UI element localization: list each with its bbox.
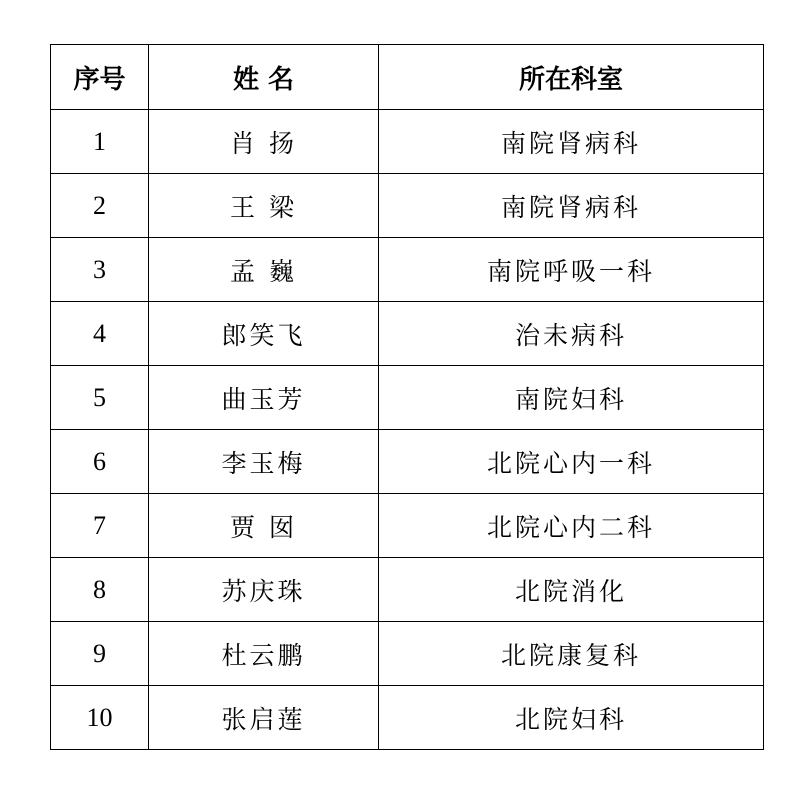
cell-number: 1 (51, 110, 149, 174)
table-row (51, 686, 764, 750)
table-row (51, 558, 764, 622)
cell-number: 9 (51, 622, 149, 686)
header-name: 姓 名 (149, 45, 379, 110)
cell-number: 8 (51, 558, 149, 622)
cell-department: 南院肾病科 (379, 174, 764, 238)
header-number: 序号 (51, 45, 149, 110)
cell-name: 孟 巍 (149, 238, 379, 302)
cell-department: 北院消化 (379, 558, 764, 622)
cell-department: 南院肾病科 (379, 110, 764, 174)
table-row (51, 238, 764, 302)
table-row (51, 494, 764, 558)
table-row (51, 622, 764, 686)
cell-department: 北院心内一科 (379, 430, 764, 494)
cell-name: 王 梁 (149, 174, 379, 238)
cell-number: 6 (51, 430, 149, 494)
header-row (51, 45, 764, 110)
header-department: 所在科室 (379, 45, 764, 110)
table-row (51, 110, 764, 174)
cell-name: 郎笑飞 (149, 302, 379, 366)
cell-number: 10 (51, 686, 149, 750)
cell-department: 治未病科 (379, 302, 764, 366)
cell-number: 3 (51, 238, 149, 302)
table-row (51, 174, 764, 238)
cell-name: 肖 扬 (149, 110, 379, 174)
cell-department: 北院康复科 (379, 622, 764, 686)
cell-name: 张启莲 (149, 686, 379, 750)
cell-department: 北院心内二科 (379, 494, 764, 558)
cell-name: 曲玉芳 (149, 366, 379, 430)
cell-name: 李玉梅 (149, 430, 379, 494)
table-row (51, 430, 764, 494)
cell-department: 南院妇科 (379, 366, 764, 430)
cell-number: 2 (51, 174, 149, 238)
cell-name: 贾 囡 (149, 494, 379, 558)
table-row (51, 302, 764, 366)
cell-department: 南院呼吸一科 (379, 238, 764, 302)
staff-table (50, 44, 764, 750)
table-body (51, 110, 764, 750)
cell-number: 5 (51, 366, 149, 430)
cell-number: 7 (51, 494, 149, 558)
table-row (51, 366, 764, 430)
cell-name: 杜云鹏 (149, 622, 379, 686)
cell-number: 4 (51, 302, 149, 366)
cell-department: 北院妇科 (379, 686, 764, 750)
table-header (51, 45, 764, 110)
cell-name: 苏庆珠 (149, 558, 379, 622)
